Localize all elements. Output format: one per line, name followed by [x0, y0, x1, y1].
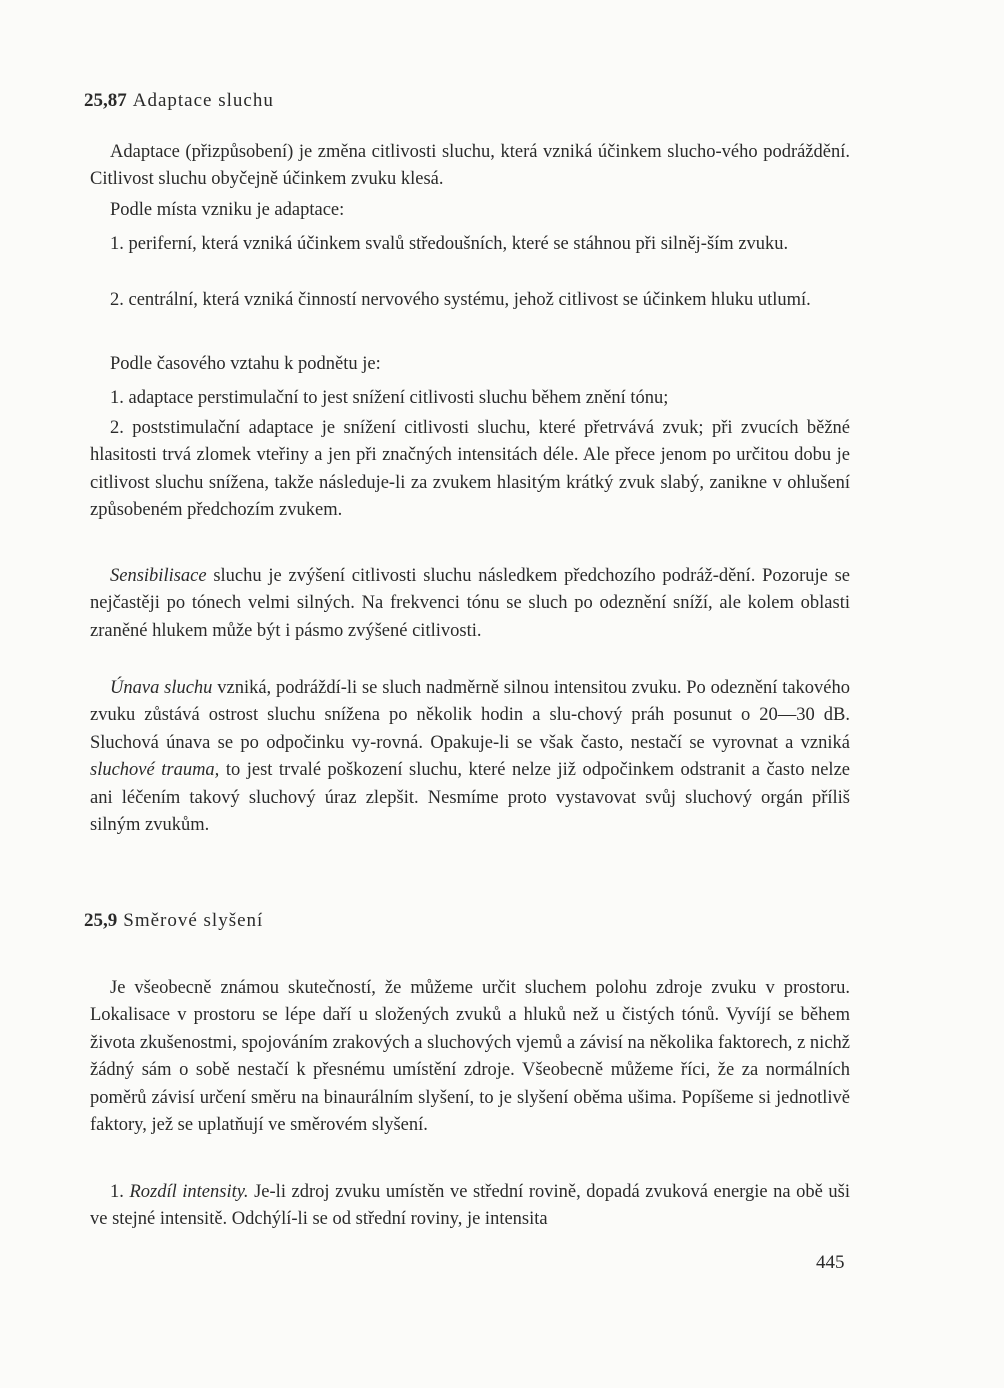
paragraph: 2. centrální, která vzniká činností nervového systému, jehož citlivost se účinkem hluku utlumí. [110, 289, 811, 310]
section-heading-adaptace [84, 90, 274, 112]
term: Sensibilisace [110, 565, 207, 586]
paragraph-text: sluchu je zvýšení citlivosti sluchu následkem předchozího podráž-dění. Pozoruje se nejčastěji po tónech velmi silných. Na frekvenci tónu se sluch po odeznění sníží, ale kolem oblasti zraněné hlukem může být i pásmo zvýšené citlivosti. [90, 565, 850, 641]
paragraph-text: vzniká, podráždí-li se sluch nadměrně silnou intensitou zvuku. Po odeznění takového zvuku zůstává ostrost sluchu snížena po několik hodin a slu-chový práh posunut o 20—30 dB. Sluchová únava se po odpočinku vy-rovná. Opakuje-li se však často, nestačí se vyrovnat a vzniká [90, 677, 851, 753]
paragraph: Podle místa vzniku je adaptace: [110, 199, 345, 220]
paragraph-text: to jest trvalé poškození sluchu, které nelze již odpočinkem odstranit a často nelze ani léčením takový sluchový úraz zlepšit. Nesmíme proto vystavovat svůj sluchový orgán příliš silným zvukům. [90, 760, 850, 835]
paragraph: Adaptace (přizpůsobení) je změna citlivosti sluchu, která vzniká účinkem slucho-vého podráždění. Citlivost sluchu obyčejně účinkem zvuku klesá. [90, 141, 850, 189]
section-heading-smerove [84, 910, 263, 932]
paragraph: 1. adaptace perstimulační to jest snížení citlivosti sluchu během znění tónu; [110, 387, 669, 408]
page-number: 445 [816, 1252, 845, 1273]
list-number: 1. [110, 1181, 130, 1202]
section-title: Směrové slyšení [123, 910, 264, 931]
paragraph: 2. poststimulační adaptace je snížení citlivosti sluchu, které přetrvává zvuk; při zvucích běžné hlasitosti trvá zlomek vteřiny a jen při značných intensitách déle. Ale přece jenom po určitou dobu je citlivost sluchu snížena, takže následuje-li za zvukem hlasitým krátký zvuk slabý, zanikne v ohlušení způsobeném předchozím zvukem. [90, 417, 850, 520]
paragraph: Je všeobecně známou skutečností, že můžeme určit sluchem polohu zdroje zvuku v prostoru. Lokalisace v prostoru se lépe daří u složených zvuků a hluků než u čistých tónů. Vyvíjí se během života zkušenostmi, spojováním zrakových a sluchových vjemů a závisí na několika faktorech, z nichž žádný sám o sobě nestačí k přesnému umístění zdroje. Všeobecně můžeme říci, že za normálních poměrů závisí určení směru na binaurálním slyšení, to je slyšení oběma ušima. Popíšeme si jednotlivě faktory, jež se uplatňují ve směrovém slyšení. [90, 977, 850, 1135]
paragraph-rozdil-intensity [90, 1179, 850, 1234]
term: sluchové trauma, [90, 760, 220, 780]
paragraph: Podle časového vztahu k podnětu je: [110, 353, 381, 374]
term: Rozdíl intensity. [129, 1181, 249, 1202]
paragraph: 1. periferní, která vzniká účinkem svalů středoušních, které se stáhnou při silněj-ším zvuku. [110, 233, 789, 254]
section-title: Adaptace sluchu [132, 90, 274, 111]
term: Únava sluchu [110, 677, 213, 698]
paragraph-sensibilisace [90, 563, 850, 646]
section-number: 25,87 [84, 90, 127, 111]
section-number: 25,9 [84, 910, 118, 931]
paragraph-text: Je-li zdroj zvuku umístěn ve střední rovině, dopadá zvuková energie na obě uši ve stejné intensitě. Odchýlí-li se od střední roviny, je intensita [90, 1181, 851, 1229]
paragraph-unava [90, 675, 850, 840]
